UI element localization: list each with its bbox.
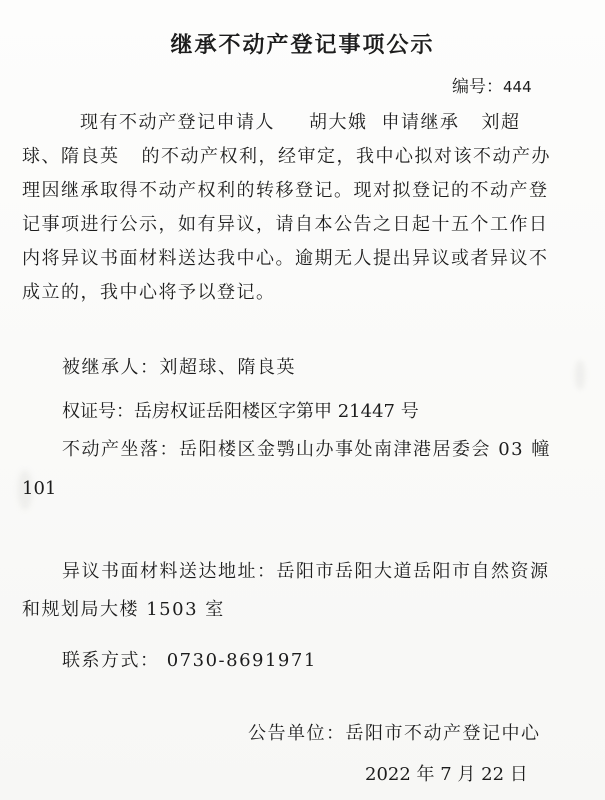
deceased-name-part: 刘超 xyxy=(481,112,521,133)
objection-address-line-1: 异议书面材料送达地址：岳阳市岳阳大道岳阳市自然资源 xyxy=(62,561,550,582)
deceased-name-rest: 球、隋良英 xyxy=(22,146,120,167)
paragraph-inherit-text: 申请继承 xyxy=(381,112,460,133)
scan-smudge xyxy=(575,360,585,390)
property-location-line-1: 不动产坐落：岳阳楼区金鹗山办事处南津港居委会 03 幢 xyxy=(62,439,551,460)
paragraph-line-6: 成立的，我中心将予以登记。 xyxy=(22,282,276,303)
notice-number-value: 444 xyxy=(503,78,532,96)
paragraph-prefix: 现有不动产登记申请人 xyxy=(80,112,275,133)
property-location-line-2: 101 xyxy=(22,478,57,499)
notice-number-label: 编号： xyxy=(452,77,503,97)
notice-title: 继承不动产登记事项公示 xyxy=(170,33,435,58)
notice-date: 2022 年 7 月 22 日 xyxy=(365,764,528,785)
paragraph-line-2-text: 的不动产权利，经审定，我中心拟对该不动产办 xyxy=(141,146,551,167)
certificate-line: 权证号：岳房权证岳阳楼区字第甲 21447 号 xyxy=(62,401,419,422)
objection-address-line-2: 和规划局大楼 1503 室 xyxy=(22,599,225,620)
paragraph-line-5: 内将异议书面材料送达我中心。逾期无人提出异议或者异议不 xyxy=(22,248,549,269)
contact-line: 联系方式： 0730-8691971 xyxy=(62,650,317,671)
notice-number xyxy=(452,72,532,97)
paragraph-line-2 xyxy=(22,140,588,174)
notice-unit-line: 公告单位：岳阳市不动产登记中心 xyxy=(248,723,541,744)
heirs-line: 被继承人：刘超球、隋良英 xyxy=(62,357,296,378)
paragraph-line-4: 记事项进行公示，如有异议，请自本公告之日起十五个工作日 xyxy=(22,214,549,235)
applicant-name: 胡大娥 xyxy=(309,112,368,133)
paragraph-line-3: 理因继承取得不动产权利的转移登记。现对拟登记的不动产登 xyxy=(22,180,549,201)
paragraph-line-1 xyxy=(22,106,588,140)
notice-body-paragraph xyxy=(22,106,588,310)
